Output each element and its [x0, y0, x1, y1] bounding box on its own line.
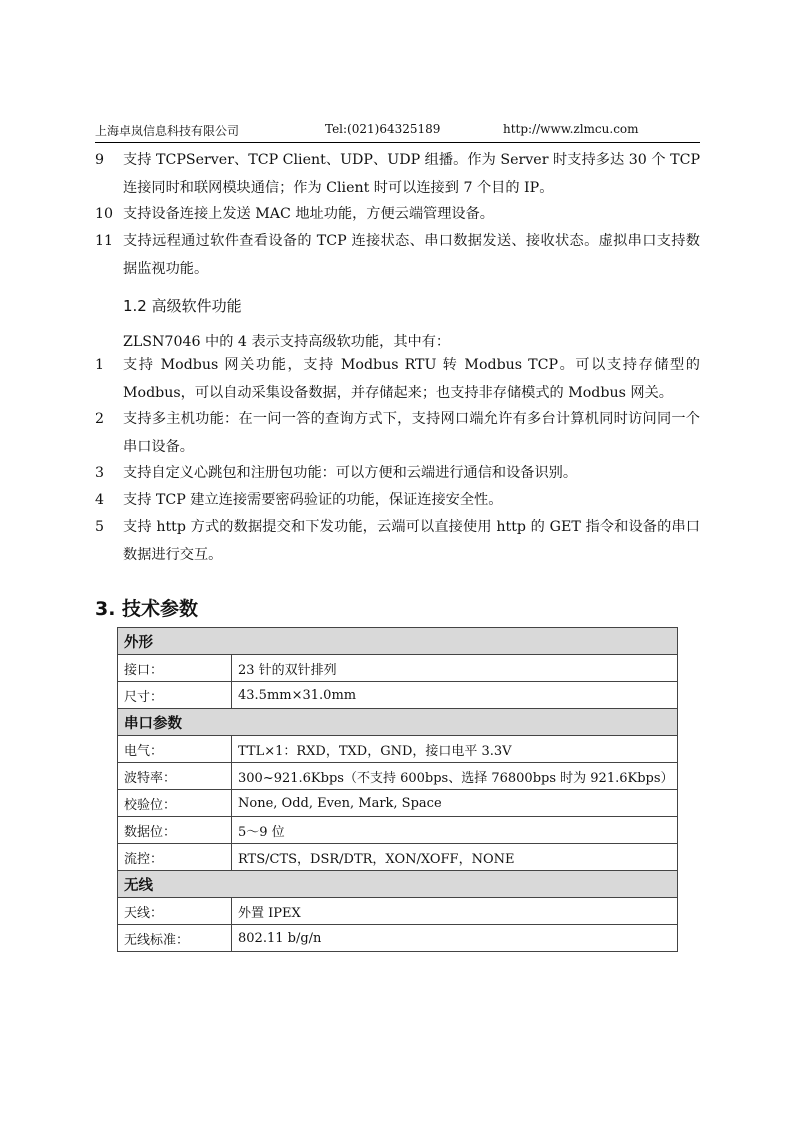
table-group-row: 外形	[118, 628, 678, 655]
list-item: 10 支持设备连接上发送 MAC 地址功能，方便云端管理设备。	[95, 206, 494, 222]
table-row: 尺寸： 43.5mm×31.0mm	[118, 682, 678, 709]
list-item: 4 支持 TCP 建立连接需要密码验证的功能，保证连接安全性。	[95, 492, 503, 508]
table-row: 校验位： None, Odd, Even, Mark, Space	[118, 790, 678, 817]
list-item: 3 支持自定义心跳包和注册包功能：可以方便和云端进行通信和设备识别。	[95, 465, 578, 481]
intro-paragraph: ZLSN7046 中的 4 表示支持高级软功能，其中有：	[123, 334, 451, 350]
list-item: 11 支持远程通过软件查看设备的 TCP 连接状态、串口数据发送、接收状态。虚拟串口支持数据监视功能。	[95, 233, 700, 277]
table-row: 流控： RTS/CTS，DSR/DTR，XON/XOFF，NONE	[118, 844, 678, 871]
list-item: 9 支持 TCPServer、TCP Client、UDP、UDP 组播。作为 Server 时支持多达 30 个 TCP 连接同时和联网模块通信；作为 Client 时可以连接到 7 个目的 IP。	[95, 152, 700, 196]
table-row: 波特率： 300~921.6Kbps（不支持 600bps、选择 76800bps 时为 921.6Kbps）	[118, 763, 678, 790]
header-url: http://www.zlmcu.com	[503, 122, 639, 136]
table-row: 数据位： 5～9 位	[118, 817, 678, 844]
table-row: 接口： 23 针的双针排列	[118, 655, 678, 682]
table-row: 天线： 外置 IPEX	[118, 898, 678, 925]
table-group-row: 无线	[118, 871, 678, 898]
list-item: 1 支持 Modbus 网关功能，支持 Modbus RTU 转 Modbus TCP。可以支持存储型的 Modbus，可以自动采集设备数据，并存储起来；也支持非存储模式的 Modbus 网关。	[95, 357, 700, 401]
header-tel: Tel:(021)64325189	[325, 122, 441, 136]
table-row: 电气： TTL×1：RXD，TXD，GND，接口电平 3.3V	[118, 736, 678, 763]
table-row: 无线标准： 802.11 b/g/n	[118, 925, 678, 952]
header-company: 上海卓岚信息科技有限公司	[95, 124, 240, 138]
spec-table	[117, 627, 678, 952]
subsection-title: 1.2 高级软件功能	[123, 297, 242, 315]
list-item: 2 支持多主机功能：在一问一答的查询方式下，支持网口端允许有多台计算机同时访问同一个串口设备。	[95, 411, 700, 455]
table-group-row: 串口参数	[118, 709, 678, 736]
list-item: 5 支持 http 方式的数据提交和下发功能，云端可以直接使用 http 的 GET 指令和设备的串口数据进行交互。	[95, 519, 700, 563]
page-header	[95, 122, 700, 143]
section-title: 3. 技术参数	[95, 598, 199, 620]
